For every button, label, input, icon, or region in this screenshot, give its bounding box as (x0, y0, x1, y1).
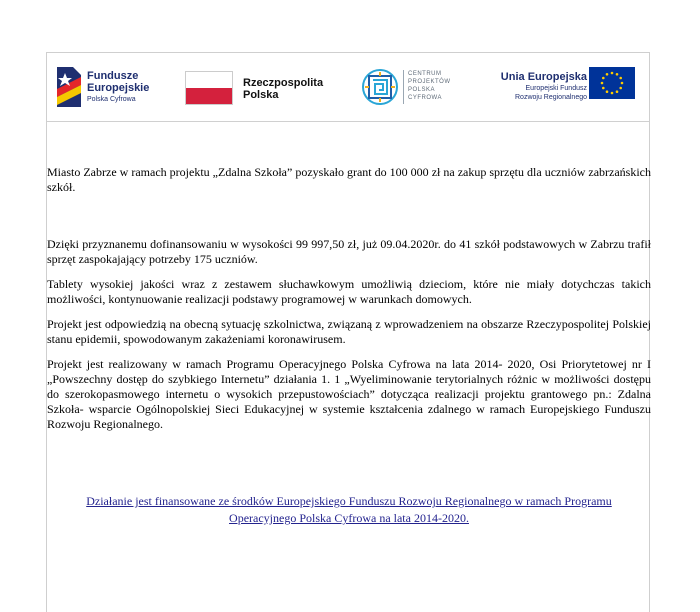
cpp-line: CYFROWA (408, 95, 442, 101)
cpp-separator (403, 70, 404, 104)
cpp-maze-icon (361, 68, 399, 106)
paragraph: Miasto Zabrze w ramach projektu „Zdalna Szkoła” pozyskało grant do 100 000 zł na zakup sprzętu dla uczniów zabrzańskich szkół. (47, 165, 651, 194)
paragraph: Projekt jest odpowiedzią na obecną sytuację szkolnictwa, związaną z wprowadzeniem na obszarze Rzeczypospolitej Polskiej stanu epidemii, spowodowanym zakażeniami koronawirusem. (47, 317, 651, 346)
eu-flag-icon (589, 67, 635, 99)
logo-bar (47, 53, 649, 122)
rzeczpospolita-logo (185, 71, 335, 107)
rzeczpospolita-line2: Polska (243, 89, 279, 101)
ue-line3: Rozwoju Regionalnego (515, 94, 587, 101)
fundusze-line3: Polska Cyfrowa (87, 96, 136, 103)
paragraph: Tablety wysokiej jakości wraz z zestawem słuchawkowym umożliwią dzieciom, które nie miały dotychczas takich możliwości, kontynuowanie realizacji podstawy programowej w warunkach domowych. (47, 277, 651, 306)
rzeczpospolita-line1: Rzeczpospolita (243, 77, 324, 89)
article-body (47, 165, 651, 432)
cpp-line: PROJEKTÓW (408, 79, 451, 85)
paragraph: Projekt jest realizowany w ramach Programu Operacyjnego Polska Cyfrowa na lata 2014- 2020, Osi Priorytetowej nr I „Powszechny dostęp do szybkiego Internetu” działania 1. 1 „Wyeliminowanie terytorialnych różnic w możliwości dostępu do szerokopasmowego internetu o wysokich przepustowościach” dotycząca realizacji projektu grantowego pn.: Zdalna Szkoła- wsparcie Ogólnopolskiej Sieci Edukacyjnej w systemie kształcenia zdalnego w ramach Europejskiego Funduszu Rozwoju Regionalnego. (47, 357, 651, 431)
fundusze-europejskie-logo (55, 63, 165, 109)
fundusze-line1: Fundusze (87, 70, 139, 82)
ue-line2: Europejski Fundusz (525, 85, 587, 92)
unia-europejska-logo (493, 67, 643, 107)
fundusze-line2: Europejskie (87, 82, 150, 94)
cpp-line: POLSKA (408, 87, 436, 93)
cpp-line: CENTRUM (408, 71, 442, 77)
polish-flag-icon (185, 71, 233, 105)
ue-line1: Unia Europejska (500, 71, 587, 83)
fundusze-europejskie-icon (55, 63, 81, 107)
document-page (46, 52, 650, 612)
cpp-text (408, 70, 451, 102)
centrum-projektow-logo (361, 68, 461, 108)
paragraph: Dzięki przyznanemu dofinansowaniu w wysokości 99 997,50 zł, już 09.04.2020r. do 41 szkół podstawowych w Zabrzu trafił sprzęt zaspokajający potrzeby 175 uczniów. (47, 237, 651, 266)
funding-info-link[interactable]: Działanie jest finansowane ze środków Europejskiego Funduszu Rozwoju Regionalnego w ramach Programu Operacyjnego Polska Cyfrowa na lata 2014-2020. (86, 494, 612, 525)
